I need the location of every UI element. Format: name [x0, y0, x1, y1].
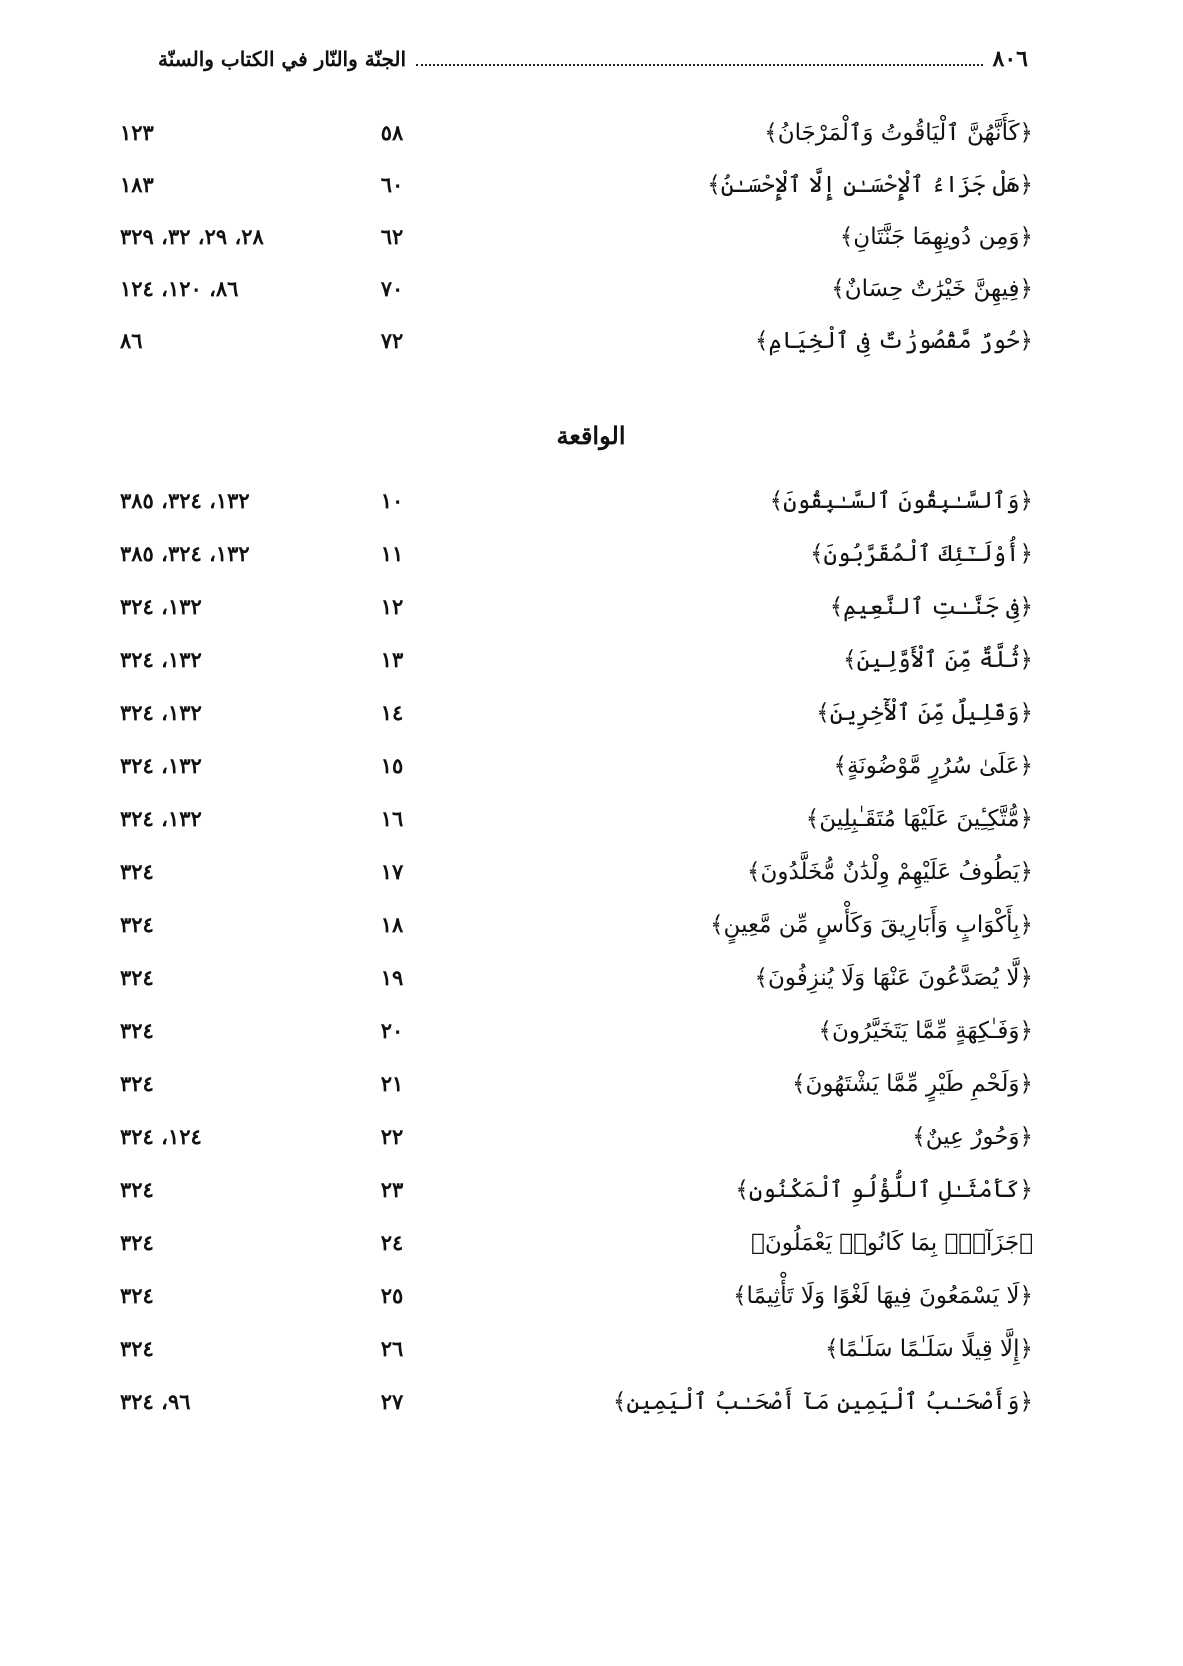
verse-number: ٢١: [380, 1071, 404, 1096]
page-references: ١٢٤، ٣٢٤: [120, 1124, 202, 1149]
verse-text: ﴿لَا يَسْمَعُونَ فِيهَا لَغْوًا وَلَا تَأْثِيمًا﴾: [733, 1283, 1033, 1309]
page-references: ٣٢٤: [120, 859, 154, 884]
page-references: ٩٦، ٣٢٤: [120, 1389, 191, 1414]
verse-number: ١٩: [380, 965, 404, 990]
page-references: ١٣٢، ٣٢٤: [120, 594, 202, 619]
index-row: [0, 165, 1183, 205]
index-row: [0, 481, 1183, 521]
verse-number: ٥٨: [380, 120, 404, 145]
verse-text: ﴿وَلَحْمِ طَيْرٍ مِّمَّا يَشْتَهُونَ﴾: [792, 1071, 1033, 1097]
verse-text: ﴿وَأَصْحَـٰبُ ٱلْيَمِينِ مَآ أَصْحَـٰبُ ٱلْيَمِينِ﴾: [612, 1389, 1033, 1415]
section-title: الواقعة: [556, 421, 626, 450]
verse-text: ﴿إِلَّا قِيلًا سَلَـٰمًا سَلَـٰمًا﴾: [825, 1336, 1033, 1362]
index-row: [0, 587, 1183, 627]
page-references: ٢٨، ٢٩، ٣٢، ٣٢٩: [120, 224, 264, 249]
verse-text: ﴿أُوْلَـٰٓئِكَ ٱلْمُقَرَّبُونَ﴾: [810, 541, 1033, 567]
verse-number: ٢٢: [380, 1124, 404, 1149]
index-row: [0, 852, 1183, 892]
page-references: ٣٢٤: [120, 1230, 154, 1255]
page-references: ٣٢٤: [120, 1336, 154, 1361]
index-row: [0, 1382, 1183, 1422]
verse-number: ٧٢: [380, 328, 404, 353]
index-row: [0, 1329, 1183, 1369]
verse-text: ﴿وَحُورٌ عِينٌ﴾: [912, 1124, 1033, 1150]
page-references: ١٣٢، ٣٢٤، ٣٨٥: [120, 541, 250, 566]
index-row: [0, 1011, 1183, 1051]
verse-text: ﴿وَٱلسَّـٰبِقُونَ ٱلسَّـٰبِقُونَ﴾: [769, 488, 1033, 514]
verse-text: ﴿وَمِن دُونِهِمَا جَنَّتَانِ﴾: [839, 224, 1033, 250]
verse-number: ٦٠: [380, 172, 404, 197]
verse-text: ﴿كَأَنَّهُنَّ ٱلْيَاقُوتُ وَٱلْمَرْجَانُ﴾: [764, 120, 1033, 146]
index-row: [0, 217, 1183, 257]
index-row: [0, 113, 1183, 153]
verse-number: ٢٦: [380, 1336, 404, 1361]
verse-text: ﴿يَطُوفُ عَلَيْهِمْ وِلْدَٰنٌ مُّخَلَّدُونَ﴾: [747, 859, 1033, 885]
verse-number: ٢٧: [380, 1389, 404, 1414]
page-references: ٣٢٤: [120, 1018, 154, 1043]
verse-number: ٧٠: [380, 276, 404, 301]
verse-text: ﴿وَقَلِيلٌ مِّنَ ٱلْأٓخِرِينَ﴾: [816, 700, 1033, 726]
index-row: [0, 1170, 1183, 1210]
verse-number: ١٨: [380, 912, 404, 937]
verse-number: ١٥: [380, 753, 404, 778]
index-row: [0, 1064, 1183, 1104]
verse-number: ١٦: [380, 806, 404, 831]
verse-text: ﴿بِأَكْوَابٍ وَأَبَارِيقَ وَكَأْسٍ مِّن مَّعِينٍ﴾: [710, 912, 1033, 938]
page-references: ٣٢٤: [120, 965, 154, 990]
verse-text: ﴿فِى جَنَّـٰتِ ٱلنَّعِيمِ﴾: [829, 594, 1033, 620]
index-row: [0, 746, 1183, 786]
index-row: [0, 1117, 1183, 1157]
index-row: [0, 905, 1183, 945]
verse-text: ﴿مُّتَّكِـِٔينَ عَلَيْهَا مُتَقَـٰبِلِينَ﴾: [805, 806, 1033, 832]
verse-number: ٢٤: [380, 1230, 404, 1255]
index-row: [0, 1276, 1183, 1316]
page-references: ١٣٢، ٣٢٤: [120, 753, 202, 778]
verse-number: ٢٣: [380, 1177, 404, 1202]
verse-number: ١٧: [380, 859, 404, 884]
verse-number: ١١: [380, 541, 404, 566]
verse-text: ﴿وَفَـٰكِهَةٍ مِّمَّا يَتَخَيَّرُونَ﴾: [818, 1018, 1033, 1044]
verse-text: ﴿هَلْ جَزَاءُ ٱلْإِحْسَـٰنِ إِلَّا ٱلْإِحْسَـٰنُ﴾: [707, 172, 1033, 198]
verse-number: ١٤: [380, 700, 404, 725]
header-dotted-leader: [416, 52, 982, 66]
page-references: ١٣٢، ٣٢٤: [120, 647, 202, 672]
verse-text: ﴿كَأَمْثَـٰلِ ٱللُّؤْلُوِ ٱلْمَكْنُونِ﴾: [735, 1177, 1033, 1203]
verse-number: ٢٥: [380, 1283, 404, 1308]
verse-text: ﴿عَلَىٰ سُرُرٍ مَّوْضُونَةٍ﴾: [833, 753, 1033, 779]
verse-number: ١٢: [380, 594, 404, 619]
index-row: [0, 958, 1183, 998]
page-references: ١٣٢، ٣٢٤: [120, 806, 202, 831]
page-references: ٣٢٤: [120, 912, 154, 937]
page-references: ٨٦: [120, 328, 143, 353]
verse-text: ﴿حُورٌ مَّقْصُورَٰتٌ فِى ٱلْخِيَامِ﴾: [755, 328, 1033, 354]
page-references: ٨٦، ١٢٠، ١٢٤: [120, 276, 239, 301]
page-header: [158, 42, 1028, 76]
index-row: [0, 799, 1183, 839]
verse-text: ﴿ثُلَّةٌ مِّنَ ٱلْأَوَّلِينَ﴾: [843, 647, 1033, 673]
verse-number: ١٣: [380, 647, 404, 672]
page-number: ٨٠٦: [992, 46, 1028, 72]
page-references: ٣٢٤: [120, 1071, 154, 1096]
page-references: ١٢٣: [120, 120, 154, 145]
index-row: [0, 269, 1183, 309]
index-row: [0, 1223, 1183, 1263]
verse-text: ﴿لَّا يُصَدَّعُونَ عَنْهَا وَلَا يُنزِفُونَ﴾: [754, 965, 1033, 991]
page-references: ١٣٢، ٣٢٤: [120, 700, 202, 725]
index-row: [0, 693, 1183, 733]
page-references: ١٣٢، ٣٢٤، ٣٨٥: [120, 488, 250, 513]
index-row: [0, 321, 1183, 361]
verse-number: ٢٠: [380, 1018, 404, 1043]
verse-number: ١٠: [380, 488, 404, 513]
page-references: ١٨٣: [120, 172, 154, 197]
page-references: ٣٢٤: [120, 1283, 154, 1308]
verse-number: ٦٢: [380, 224, 404, 249]
index-row: [0, 534, 1183, 574]
verse-text: ﴿فِيهِنَّ خَيْرَٰتٌ حِسَانٌ﴾: [831, 276, 1033, 302]
verse-text: ﴿جَزَآءًۢ بِمَا كَانُوا۟ يَعْمَلُونَ﴾: [751, 1230, 1033, 1256]
index-row: [0, 640, 1183, 680]
page-references: ٣٢٤: [120, 1177, 154, 1202]
running-title: الجنّة والنّار في الكتاب والسنّة: [158, 47, 407, 71]
